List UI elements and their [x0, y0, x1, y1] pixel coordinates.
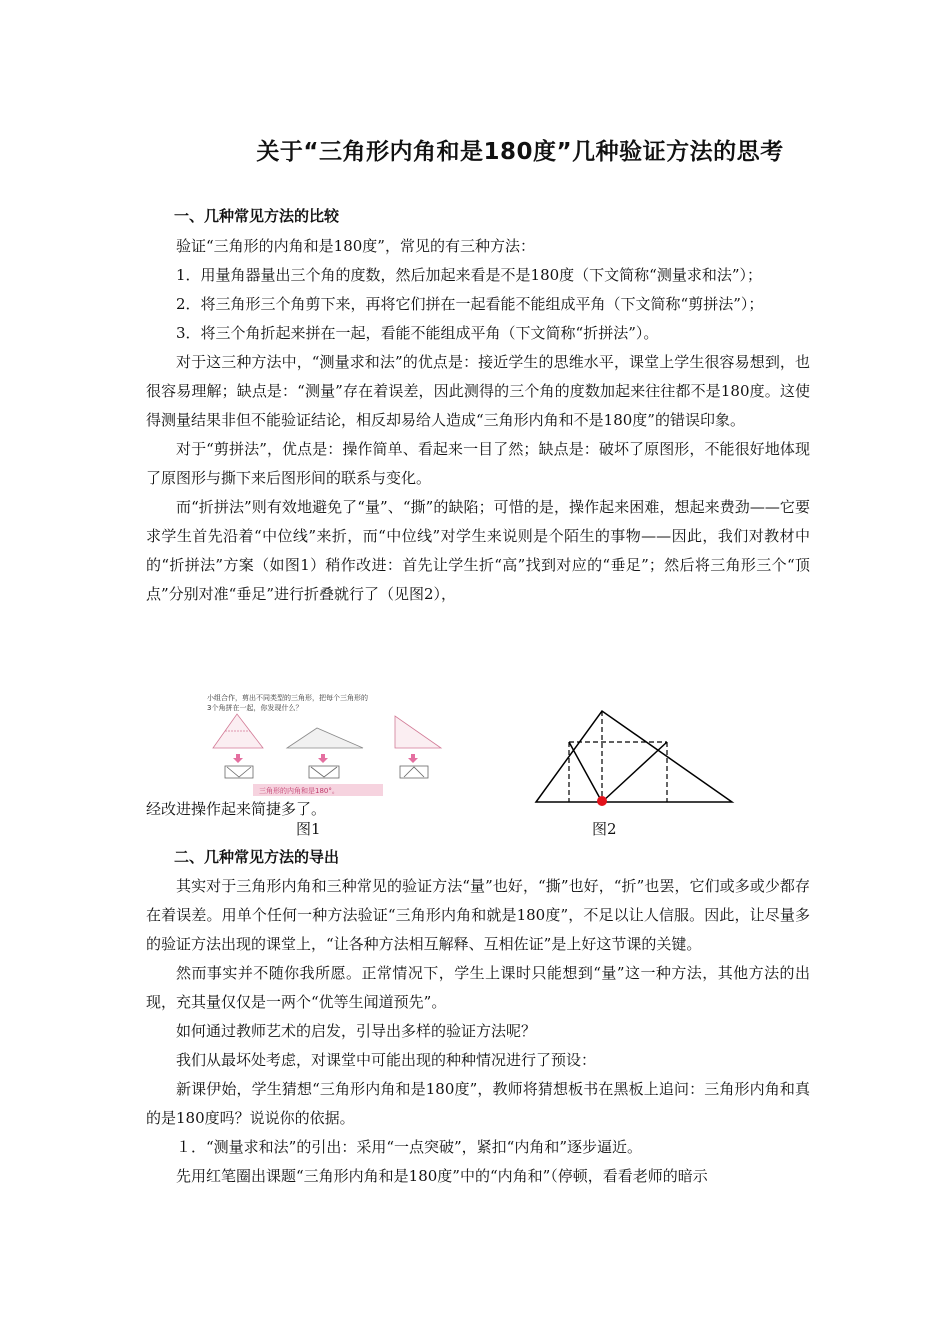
figure-1-illustration	[205, 690, 455, 798]
arrow-icons	[233, 754, 418, 763]
paragraph: 其实对于三角形内角和三种常见的验证方法“量”也好，“撕”也好，“折”也罢，它们或多或少都存在着误差。用单个任何一种方法验证“三角形内角和就是180度”，不足以让人信服。因此，让尽量多的验证方法出现的课堂上，“让各种方法相互解释、互相佐证”是上好这节课的关键。	[146, 877, 810, 953]
paragraph: 新课伊始，学生猜想“三角形内角和是180度”，教师将猜想板书在黑板上追问：三角形内角和真的是180度吗？说说你的依据。	[146, 1080, 810, 1127]
section1-heading: 一、几种常见方法的比较	[174, 207, 340, 225]
paragraph: 2．将三角形三个角剪下来，再将它们拼在一起看能不能组成平角（下文简称“剪拼法”）；	[176, 295, 764, 313]
figure-2-diagram	[530, 706, 735, 808]
paragraph: 先用红笔圈出课题“三角形内角和是180度”中的“内角和”（停顿，看看老师的暗示	[176, 1167, 708, 1185]
paragraph: 而“折拼法”则有效地避免了“量”、“撕”的缺陷；可惜的是，操作起来困难，想起来费劲——它要求学生首先沿着“中位线”来折，而“中位线”对学生来说则是个陌生的事物——因此，我们对教材中的“折拼法”方案（如图1）稍作改进：首先让学生折“高”找到对应的“垂足”；然后将三角形三个“顶点”分别对准“垂足”进行折叠就行了（见图2），	[146, 498, 810, 603]
paragraph: 如何通过教师艺术的启发，引导出多样的验证方法呢？	[176, 1022, 537, 1040]
section1-body	[146, 232, 810, 609]
paragraph: 1．用量角器量出三个角的度数，然后加起来看是不是180度（下文简称“测量求和法”）；	[176, 266, 763, 284]
fold-line-right	[602, 742, 667, 802]
paragraph: 对于这三种方法中，“测量求和法”的优点是：接近学生的思维水平，课堂上学生很容易想到，也很容易理解；缺点是：“测量”存在着误差，因此测得的三个角的度数加起来往往都不是180度。这使得测量结果非但不能验证结论，相反却易给人造成“三角形内角和不是180度”的错误印象。	[146, 353, 810, 429]
paragraph: 对于“剪拼法”，优点是：操作简单、看起来一目了然；缺点是：破坏了原图形，不能很好地体现了原图形与撕下来后图形间的联系与变化。	[146, 440, 810, 487]
figure-1-conclusion: 三角形的内角和是180°。	[259, 787, 339, 795]
page-title: 关于“三角形内角和是180度”几种验证方法的思考	[256, 139, 784, 165]
section2-heading: 二、几种常见方法的导出	[174, 848, 340, 866]
paragraph: 3．将三个角折起来拼在一起，看能不能组成平角（下文简称“折拼法”）。	[176, 324, 659, 342]
paragraph: １．“测量求和法”的引出：采用“一点突破”，紧扣“内角和”逐步逼近。	[176, 1138, 643, 1156]
figure-1-instruction-line2: 3个角拼在一起，你发现什么？	[207, 704, 303, 712]
figure-1-caption: 图1	[296, 820, 321, 838]
triangle-right	[395, 716, 441, 748]
figure-1-instruction-line1: 小组合作，剪出不同类型的三角形，把每个三角形的	[207, 694, 368, 702]
paragraph: 我们从最坏处考虑，对课堂中可能出现的种种情况进行了预设：	[176, 1051, 597, 1069]
paragraph: 验证“三角形的内角和是180度”，常见的有三种方法：	[176, 237, 535, 255]
after-figure-text: 经改进操作起来简捷多了。	[146, 800, 327, 818]
triangle-obtuse	[287, 728, 363, 748]
triangle-outline	[536, 711, 732, 802]
folded-results	[225, 766, 428, 778]
fold-line-left	[569, 742, 602, 802]
paragraph: 然而事实并不随你我所愿。正常情况下，学生上课时只能想到“量”这一种方法，其他方法的出现，充其量仅仅是一两个“优等生闻道预先”。	[146, 964, 810, 1011]
section2-body	[146, 872, 810, 1191]
altitude-foot-dot	[597, 796, 607, 806]
figure-2-caption: 图2	[592, 820, 617, 838]
triangle-acute	[213, 714, 263, 748]
